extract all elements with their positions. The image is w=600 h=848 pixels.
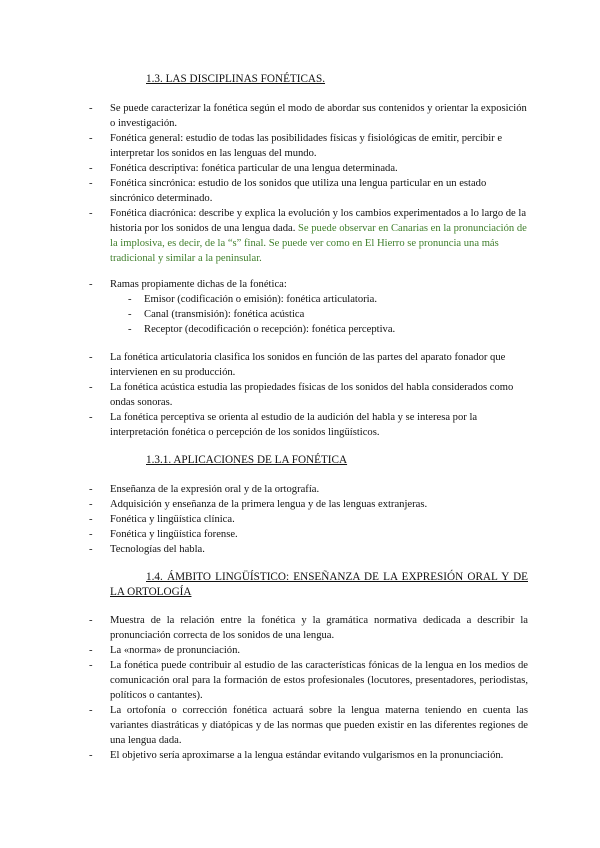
ramas-list [88, 277, 528, 337]
section-1-3-1-list [88, 482, 528, 557]
list-item: - Fonética y lingüística clínica. [88, 512, 528, 527]
list-item: - Adquisición y enseñanza de la primera lengua y de las lenguas extranjeras. [88, 497, 528, 512]
section-heading-1-3-1: 1.3.1. APLICACIONES DE LA FONÉTICA [146, 454, 348, 466]
list-item: - Fonética sincrónica: estudio de los sonidos que utiliza una lengua particular en un estado sincrónico determinado. [88, 176, 528, 206]
diacronica-text: Fonética diacrónica: describe y explica la evolución y los cambios experimentados a lo largo de la historia por los sonidos de una lengua dada. [110, 208, 527, 234]
list-item: - La ortofonía o corrección fonética actuará sobre la lengua materna teniendo en cuenta las variantes diastráticas y diatópicas y de las normas que pueden existir en las diferentes regiones de una lengua dada. [88, 703, 528, 748]
section-heading-1-4-line2: LA ORTOLOGÍA [110, 586, 192, 598]
list-item: - La fonética acústica estudia las propiedades físicas de los sonidos del habla considerados como ondas sonoras. [88, 380, 528, 410]
list-item: - Fonética y lingüística forense. [88, 527, 528, 542]
list-item: - Se puede caracterizar la fonética según el modo de abordar sus contenidos y orientar la exposición o investigación. [88, 101, 528, 131]
list-item: - Fonética general: estudio de todas las posibilidades físicas y fisiológicas de emitir, percibir e interpretar los sonidos en las lenguas del mundo. [88, 131, 528, 161]
section-1-3-list [88, 101, 528, 266]
list-item: - La fonética perceptiva se orienta al estudio de la audición del habla y se interesa por la interpretación fonética o percepción de los sonidos lingüísticos. [88, 410, 528, 440]
list-item: - La fonética puede contribuir al estudio de las características fónicas de la lengua en los medios de comunicación oral para la formación de estos profesionales (locutores, presentadores, periodistas, políticos o cantantes). [88, 658, 528, 703]
ramas-intro: Ramas propiamente dichas de la fonética: [110, 279, 287, 290]
section-heading-1-4-line1: 1.4. ÁMBITO LINGÜÍSTICO: ENSEÑANZA DE LA EXPRESIÓN ORAL Y DE [146, 571, 528, 583]
ramas-description-list [88, 350, 528, 440]
sub-item: - Canal (transmisión): fonética acústica [128, 307, 528, 322]
section-1-4-list [88, 613, 528, 763]
list-item: - Fonética descriptiva: fonética particular de una lengua determinada. [88, 161, 528, 176]
list-item: - La «norma» de pronunciación. [88, 643, 528, 658]
list-item-ramas [88, 277, 528, 292]
list-item: - Enseñanza de la expresión oral y de la ortografía. [88, 482, 528, 497]
diacronica-note: Se puede observar en Canarias en la pronunciación de la implosiva, es decir, de la “s” final. Se puede ver como en El Hierro se pronuncia una más tradicional y similar a la peninsular. [110, 223, 527, 264]
list-item: - El objetivo sería aproximarse a la lengua estándar evitando vulgarismos en la pronunciación. [88, 748, 528, 763]
section-heading-1-3: 1.3. LAS DISCIPLINAS FONÉTICAS. [146, 73, 326, 85]
sub-item: - Receptor (decodificación o recepción): fonética perceptiva. [128, 322, 528, 337]
sub-item: - Emisor (codificación o emisión): fonética articulatoria. [128, 292, 528, 307]
list-item: - Muestra de la relación entre la fonética y la gramática normativa dedicada a describir la pronunciación correcta de los sonidos de una lengua. [88, 613, 528, 643]
list-item: - La fonética articulatoria clasifica los sonidos en función de las partes del aparato fonador que intervienen en su producción. [88, 350, 528, 380]
list-item-diacronica [88, 206, 528, 266]
list-item: - Tecnologías del habla. [88, 542, 528, 557]
